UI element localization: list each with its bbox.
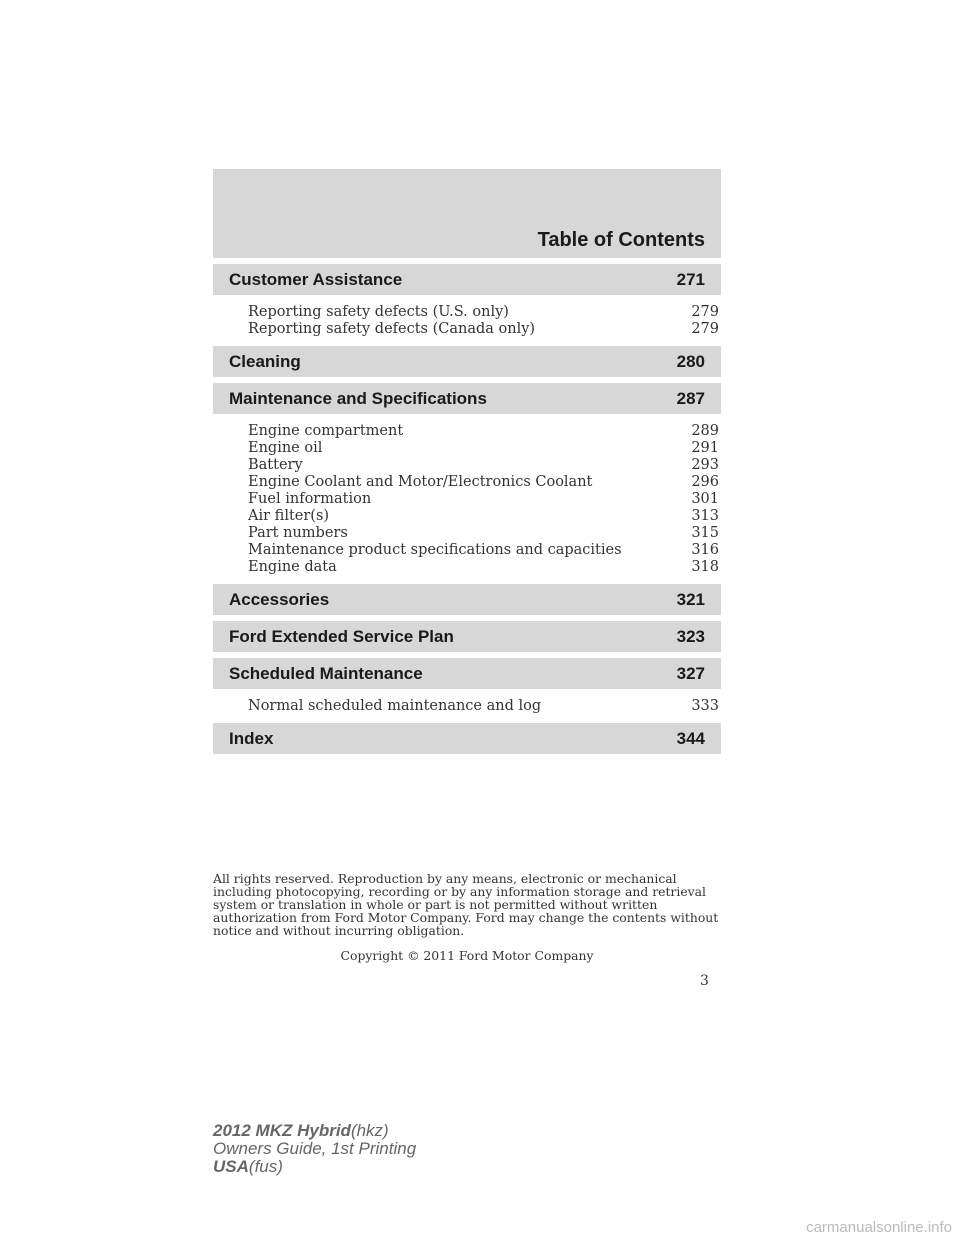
toc-subsection-title: Part numbers: [248, 525, 348, 541]
footer-model: 2012 MKZ Hybrid: [213, 1121, 351, 1140]
toc-subsection-title: Reporting safety defects (Canada only): [248, 321, 536, 337]
toc-section-page: 344: [676, 728, 705, 748]
toc-subsection[interactable]: [248, 321, 719, 338]
toc-subsection[interactable]: [248, 457, 719, 474]
toc-subsection[interactable]: [248, 525, 719, 542]
legal-notice: [213, 872, 733, 937]
toc-section[interactable]: [213, 346, 721, 377]
legal-line: notice and without incurring obligation.: [213, 923, 465, 938]
toc-subsection-page: 316: [691, 542, 719, 558]
toc-subsection-page: 318: [691, 559, 719, 575]
toc-section-page: 287: [676, 388, 705, 408]
toc-subsection-title: Normal scheduled maintenance and log: [248, 698, 542, 714]
toc-subsection-page: 296: [691, 474, 719, 490]
toc-subsection-list: [213, 414, 721, 584]
toc-subsection-title: Engine oil: [248, 440, 323, 456]
legal-line: system or translation in whole or part is not permitted without written: [213, 897, 658, 912]
copyright-line: Copyright © 2011 Ford Motor Company: [340, 948, 594, 963]
toc-subsection-page: 333: [691, 698, 719, 714]
toc-subsection-list: [213, 689, 721, 723]
footer-model-code: (hkz): [350, 1121, 389, 1140]
toc-subsection[interactable]: [248, 559, 719, 576]
toc-section-title: Scheduled Maintenance: [229, 663, 423, 683]
toc-subsection-page: 279: [691, 321, 719, 337]
page-number: 3: [700, 973, 709, 989]
toc-section[interactable]: [213, 264, 721, 295]
toc-section[interactable]: [213, 658, 721, 689]
legal-line: including photocopying, recording or by any information storage and retrieval: [213, 884, 707, 899]
toc-subsection-title: Maintenance product specifications and capacities: [248, 542, 622, 558]
document-footer: [213, 1122, 416, 1176]
footer-market-code: (fus): [248, 1157, 283, 1176]
toc-section-title: Cleaning: [229, 351, 301, 371]
legal-line: All rights reserved. Reproduction by any means, electronic or mechanical: [213, 871, 677, 886]
toc-subsection-page: 279: [691, 304, 719, 320]
toc-subsection-title: Air filter(s): [248, 508, 330, 524]
toc-subsection[interactable]: [248, 474, 719, 491]
toc-subsection-list: [213, 295, 721, 346]
toc-subsection-title: Engine data: [248, 559, 337, 575]
toc-section[interactable]: [213, 584, 721, 615]
toc-subsection-page: 315: [691, 525, 719, 541]
footer-market: USA: [213, 1157, 249, 1176]
toc-section-title: Ford Extended Service Plan: [229, 626, 454, 646]
toc-section-page: 327: [676, 663, 705, 683]
toc-section-page: 323: [676, 626, 705, 646]
legal-line: authorization from Ford Motor Company. Ford may change the contents without: [213, 910, 719, 925]
toc-subsection-title: Battery: [248, 457, 303, 473]
toc-subsection-title: Fuel information: [248, 491, 372, 507]
toc-section-page: 271: [676, 269, 705, 289]
toc-section-title: Accessories: [229, 589, 330, 609]
footer-line-1: [213, 1122, 416, 1140]
toc-subsection[interactable]: [248, 508, 719, 525]
toc-subsection[interactable]: [248, 440, 719, 457]
header-banner: [213, 169, 721, 258]
toc-section-title: Maintenance and Specifications: [229, 388, 487, 408]
toc-subsection[interactable]: [248, 542, 719, 559]
toc-subsection-title: Engine compartment: [248, 423, 404, 439]
toc-subsection-title: Reporting safety defects (U.S. only): [248, 304, 509, 320]
toc-subsection-title: Engine Coolant and Motor/Electronics Coolant: [248, 474, 593, 490]
toc-subsection-page: 313: [691, 508, 719, 524]
page-title: Table of Contents: [537, 229, 705, 251]
toc-section-page: 280: [676, 351, 705, 371]
toc-subsection-page: 289: [691, 423, 719, 439]
toc-section-title: Index: [229, 728, 274, 748]
toc-section[interactable]: [213, 383, 721, 414]
toc-subsection-page: 301: [691, 491, 719, 507]
toc-subsection[interactable]: [248, 491, 719, 508]
toc-section-page: 321: [676, 589, 705, 609]
toc-subsection[interactable]: [248, 304, 719, 321]
toc-subsection[interactable]: [248, 698, 719, 715]
footer-line-3: [213, 1158, 416, 1176]
toc-subsection-page: 291: [691, 440, 719, 456]
toc-subsection-page: 293: [691, 457, 719, 473]
toc-section[interactable]: [213, 723, 721, 754]
toc-section-title: Customer Assistance: [229, 269, 403, 289]
footer-line-2: Owners Guide, 1st Printing: [213, 1139, 417, 1158]
toc-section[interactable]: [213, 621, 721, 652]
toc-subsection[interactable]: [248, 423, 719, 440]
watermark: carmanualsonline.info: [806, 1219, 952, 1236]
table-of-contents: [213, 264, 721, 754]
